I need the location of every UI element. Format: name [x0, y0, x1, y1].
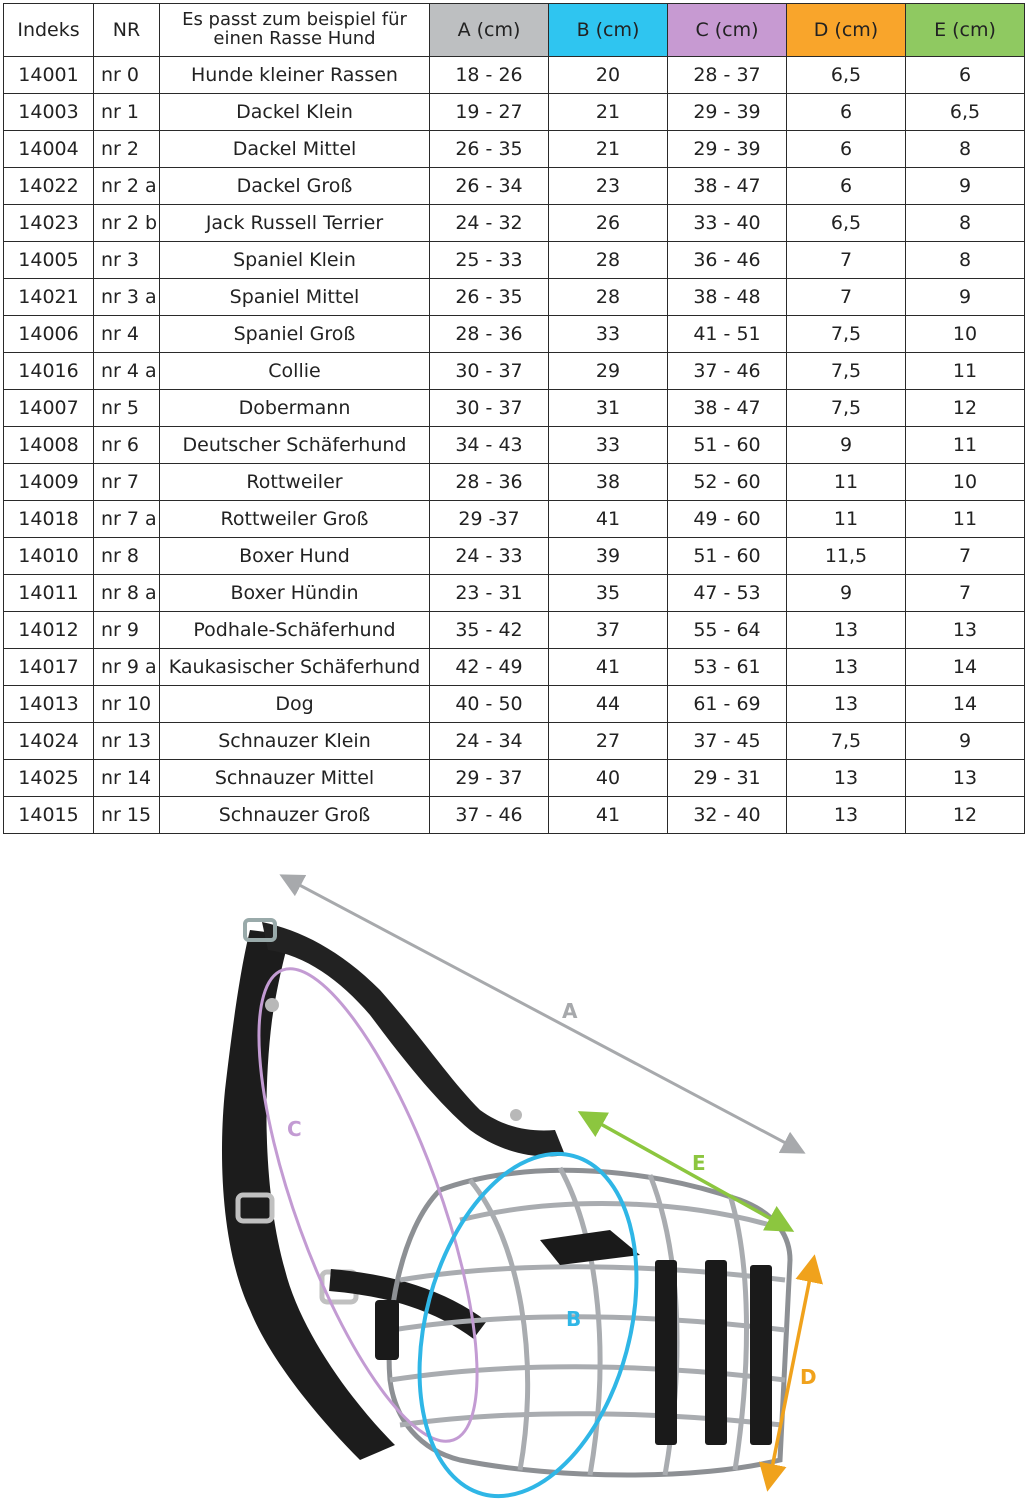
cell-e: 6,5 — [906, 94, 1025, 131]
cell-e: 9 — [906, 723, 1025, 760]
table-row — [4, 353, 1025, 390]
cell-b: 33 — [549, 427, 668, 464]
cell-index: 14016 — [4, 353, 94, 390]
cell-b: 38 — [549, 464, 668, 501]
header-breed — [160, 4, 430, 57]
cell-b: 28 — [549, 242, 668, 279]
cell-a: 19 - 27 — [430, 94, 549, 131]
cell-nr: nr 2 — [94, 131, 160, 168]
cell-c: 32 - 40 — [668, 797, 787, 834]
cell-d: 7 — [787, 279, 906, 316]
cell-d: 6 — [787, 94, 906, 131]
label-e: E — [692, 1151, 706, 1175]
table-row — [4, 242, 1025, 279]
table-header-row — [4, 4, 1025, 57]
table-row — [4, 464, 1025, 501]
cell-a: 30 - 37 — [430, 353, 549, 390]
cell-c: 61 - 69 — [668, 686, 787, 723]
cell-e: 9 — [906, 168, 1025, 205]
cell-a: 28 - 36 — [430, 464, 549, 501]
measure-line-a — [290, 880, 795, 1148]
cell-nr: nr 0 — [94, 57, 160, 94]
table-row — [4, 538, 1025, 575]
header-index: Indeks — [4, 4, 94, 57]
cell-b: 37 — [549, 612, 668, 649]
cell-a: 29 - 37 — [430, 760, 549, 797]
cell-nr: nr 6 — [94, 427, 160, 464]
cell-c: 29 - 39 — [668, 94, 787, 131]
cell-nr: nr 9 — [94, 612, 160, 649]
cell-nr: nr 4 a — [94, 353, 160, 390]
cell-d: 7,5 — [787, 353, 906, 390]
cell-index: 14013 — [4, 686, 94, 723]
cell-d: 9 — [787, 427, 906, 464]
cell-d: 7,5 — [787, 390, 906, 427]
cell-index: 14015 — [4, 797, 94, 834]
cell-nr: nr 7 a — [94, 501, 160, 538]
cell-breed: Deutscher Schäferhund — [160, 427, 430, 464]
cell-breed: Kaukasischer Schäferhund — [160, 649, 430, 686]
table-row — [4, 427, 1025, 464]
cell-b: 31 — [549, 390, 668, 427]
cell-e: 12 — [906, 390, 1025, 427]
cell-e: 13 — [906, 612, 1025, 649]
cell-d: 6 — [787, 131, 906, 168]
cell-index: 14017 — [4, 649, 94, 686]
cell-a: 26 - 35 — [430, 279, 549, 316]
cell-d: 6 — [787, 168, 906, 205]
cell-b: 41 — [549, 797, 668, 834]
table-row — [4, 57, 1025, 94]
cell-c: 36 - 46 — [668, 242, 787, 279]
header-b: B (cm) — [549, 4, 668, 57]
cell-nr: nr 8 a — [94, 575, 160, 612]
cell-nr: nr 14 — [94, 760, 160, 797]
cell-d: 11,5 — [787, 538, 906, 575]
cell-breed: Jack Russell Terrier — [160, 205, 430, 242]
cell-breed: Boxer Hündin — [160, 575, 430, 612]
cell-c: 29 - 39 — [668, 131, 787, 168]
cell-breed: Hunde kleiner Rassen — [160, 57, 430, 94]
cell-index: 14010 — [4, 538, 94, 575]
cell-e: 8 — [906, 205, 1025, 242]
header-breed-line1: Es passt zum beispiel für — [182, 9, 407, 31]
table-row — [4, 575, 1025, 612]
cell-breed: Spaniel Mittel — [160, 279, 430, 316]
cell-index: 14025 — [4, 760, 94, 797]
cell-nr: nr 5 — [94, 390, 160, 427]
header-a: A (cm) — [430, 4, 549, 57]
cell-c: 33 - 40 — [668, 205, 787, 242]
cell-c: 37 - 45 — [668, 723, 787, 760]
cell-breed: Schnauzer Klein — [160, 723, 430, 760]
cell-breed: Schnauzer Mittel — [160, 760, 430, 797]
cell-nr: nr 9 a — [94, 649, 160, 686]
cell-c: 49 - 60 — [668, 501, 787, 538]
cell-c: 55 - 64 — [668, 612, 787, 649]
cell-nr: nr 7 — [94, 464, 160, 501]
cell-b: 41 — [549, 501, 668, 538]
cell-b: 41 — [549, 649, 668, 686]
cell-a: 24 - 32 — [430, 205, 549, 242]
table-body — [4, 57, 1025, 834]
cell-d: 11 — [787, 464, 906, 501]
cell-e: 11 — [906, 501, 1025, 538]
cell-a: 40 - 50 — [430, 686, 549, 723]
cell-a: 30 - 37 — [430, 390, 549, 427]
cell-a: 37 - 46 — [430, 797, 549, 834]
cell-a: 35 - 42 — [430, 612, 549, 649]
table-row — [4, 316, 1025, 353]
cell-index: 14004 — [4, 131, 94, 168]
header-e: E (cm) — [906, 4, 1025, 57]
cell-d: 9 — [787, 575, 906, 612]
cell-c: 51 - 60 — [668, 427, 787, 464]
cell-index: 14003 — [4, 94, 94, 131]
cell-b: 21 — [549, 94, 668, 131]
table-row — [4, 94, 1025, 131]
table-row — [4, 797, 1025, 834]
cell-a: 29 -37 — [430, 501, 549, 538]
cell-c: 37 - 46 — [668, 353, 787, 390]
cell-nr: nr 2 b — [94, 205, 160, 242]
table-row — [4, 168, 1025, 205]
cell-e: 8 — [906, 242, 1025, 279]
cell-c: 52 - 60 — [668, 464, 787, 501]
cell-e: 10 — [906, 316, 1025, 353]
cell-b: 28 — [549, 279, 668, 316]
cell-b: 27 — [549, 723, 668, 760]
cell-d: 13 — [787, 686, 906, 723]
header-c: C (cm) — [668, 4, 787, 57]
cell-c: 38 - 48 — [668, 279, 787, 316]
cell-b: 21 — [549, 131, 668, 168]
cell-b: 40 — [549, 760, 668, 797]
cell-breed: Collie — [160, 353, 430, 390]
cell-d: 7,5 — [787, 316, 906, 353]
label-b: B — [566, 1307, 582, 1331]
cell-b: 35 — [549, 575, 668, 612]
cell-a: 23 - 31 — [430, 575, 549, 612]
cell-e: 13 — [906, 760, 1025, 797]
cell-breed: Dobermann — [160, 390, 430, 427]
cell-index: 14008 — [4, 427, 94, 464]
table-row — [4, 612, 1025, 649]
cell-index: 14005 — [4, 242, 94, 279]
cell-nr: nr 8 — [94, 538, 160, 575]
cell-index: 14022 — [4, 168, 94, 205]
table-row — [4, 760, 1025, 797]
cell-d: 13 — [787, 760, 906, 797]
cell-index: 14012 — [4, 612, 94, 649]
cell-index: 14018 — [4, 501, 94, 538]
cell-e: 11 — [906, 353, 1025, 390]
cell-e: 7 — [906, 575, 1025, 612]
muzzle-diagram — [0, 860, 1027, 1500]
cell-nr: nr 15 — [94, 797, 160, 834]
cell-index: 14007 — [4, 390, 94, 427]
cell-a: 26 - 35 — [430, 131, 549, 168]
cell-e: 14 — [906, 686, 1025, 723]
cell-index: 14011 — [4, 575, 94, 612]
cell-b: 26 — [549, 205, 668, 242]
cell-e: 12 — [906, 797, 1025, 834]
table-row — [4, 205, 1025, 242]
cell-c: 38 - 47 — [668, 168, 787, 205]
cell-d: 7,5 — [787, 723, 906, 760]
cell-nr: nr 3 — [94, 242, 160, 279]
cell-c: 29 - 31 — [668, 760, 787, 797]
cell-breed: Podhale-Schäferhund — [160, 612, 430, 649]
label-d: D — [800, 1365, 817, 1389]
cell-e: 6 — [906, 57, 1025, 94]
cell-index: 14021 — [4, 279, 94, 316]
wire-basket — [389, 1168, 790, 1475]
cell-a: 26 - 34 — [430, 168, 549, 205]
cell-a: 25 - 33 — [430, 242, 549, 279]
cell-nr: nr 13 — [94, 723, 160, 760]
cell-a: 24 - 34 — [430, 723, 549, 760]
label-c: C — [287, 1117, 302, 1141]
cell-index: 14023 — [4, 205, 94, 242]
header-d: D (cm) — [787, 4, 906, 57]
cell-nr: nr 10 — [94, 686, 160, 723]
cell-d: 13 — [787, 649, 906, 686]
size-table — [3, 3, 1025, 834]
cell-c: 41 - 51 — [668, 316, 787, 353]
cell-b: 44 — [549, 686, 668, 723]
cell-b: 39 — [549, 538, 668, 575]
cell-breed: Rottweiler — [160, 464, 430, 501]
cell-breed: Rottweiler Groß — [160, 501, 430, 538]
cell-index: 14006 — [4, 316, 94, 353]
table-row — [4, 279, 1025, 316]
header-nr: NR — [94, 4, 160, 57]
cell-e: 14 — [906, 649, 1025, 686]
cell-e: 10 — [906, 464, 1025, 501]
table-row — [4, 501, 1025, 538]
cell-b: 20 — [549, 57, 668, 94]
cell-d: 6,5 — [787, 205, 906, 242]
cell-breed: Spaniel Klein — [160, 242, 430, 279]
cell-c: 53 - 61 — [668, 649, 787, 686]
cell-nr: nr 1 — [94, 94, 160, 131]
table-row — [4, 686, 1025, 723]
cell-breed: Dackel Klein — [160, 94, 430, 131]
cell-b: 29 — [549, 353, 668, 390]
cell-b: 33 — [549, 316, 668, 353]
cell-breed: Dackel Groß — [160, 168, 430, 205]
cell-breed: Dackel Mittel — [160, 131, 430, 168]
cell-e: 9 — [906, 279, 1025, 316]
cell-d: 13 — [787, 612, 906, 649]
cell-c: 47 - 53 — [668, 575, 787, 612]
cell-c: 28 - 37 — [668, 57, 787, 94]
cell-b: 23 — [549, 168, 668, 205]
cell-e: 11 — [906, 427, 1025, 464]
header-breed-line2: einen Rasse Hund — [213, 28, 376, 49]
cell-nr: nr 2 a — [94, 168, 160, 205]
cell-e: 8 — [906, 131, 1025, 168]
cell-c: 38 - 47 — [668, 390, 787, 427]
cell-a: 28 - 36 — [430, 316, 549, 353]
label-a: A — [562, 999, 578, 1023]
cell-d: 13 — [787, 797, 906, 834]
cell-e: 7 — [906, 538, 1025, 575]
cell-nr: nr 4 — [94, 316, 160, 353]
table-row — [4, 390, 1025, 427]
cell-a: 42 - 49 — [430, 649, 549, 686]
cell-d: 11 — [787, 501, 906, 538]
cell-a: 34 - 43 — [430, 427, 549, 464]
cell-a: 18 - 26 — [430, 57, 549, 94]
cell-index: 14024 — [4, 723, 94, 760]
table-row — [4, 131, 1025, 168]
table-row — [4, 723, 1025, 760]
cell-d: 6,5 — [787, 57, 906, 94]
cell-breed: Schnauzer Groß — [160, 797, 430, 834]
cell-a: 24 - 33 — [430, 538, 549, 575]
cell-d: 7 — [787, 242, 906, 279]
table-row — [4, 649, 1025, 686]
cell-breed: Boxer Hund — [160, 538, 430, 575]
cell-c: 51 - 60 — [668, 538, 787, 575]
cell-breed: Spaniel Groß — [160, 316, 430, 353]
cell-breed: Dog — [160, 686, 430, 723]
cell-index: 14001 — [4, 57, 94, 94]
cell-index: 14009 — [4, 464, 94, 501]
cell-nr: nr 3 a — [94, 279, 160, 316]
